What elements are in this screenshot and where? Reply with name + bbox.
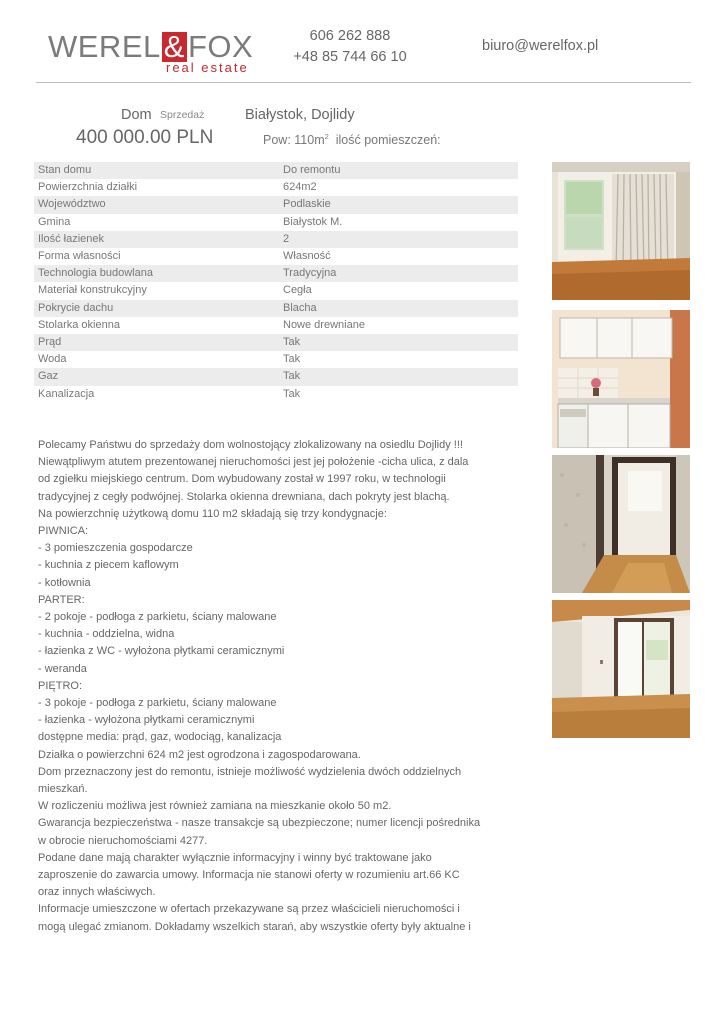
description-line: PARTER: [38, 593, 85, 606]
description-line: - weranda [38, 662, 87, 675]
property-params-table [34, 162, 518, 403]
hallway-doorway-photo[interactable] [552, 455, 690, 593]
param-row [34, 265, 518, 282]
param-row [34, 248, 518, 265]
param-value: Tak [279, 368, 518, 385]
param-value: 624m2 [283, 181, 317, 194]
phone-mobile[interactable]: 606 262 888 [309, 28, 391, 44]
param-row [34, 196, 518, 213]
description-line: Polecamy Państwu do sprzedaży dom wolnostojący zlokalizowany na osiedlu Dojlidy !!! [38, 439, 463, 451]
param-label: Gaz [34, 368, 279, 385]
description-line: - 3 pomieszczenia gospodarcze [38, 542, 193, 555]
description-line: - łazienka - wyłożona płytkami ceramicznymi [38, 714, 255, 727]
logo-wordmark: WEREL&FOX [48, 29, 254, 64]
description-line: PIĘTRO: [38, 679, 83, 692]
description-line: mieszkań. [38, 783, 88, 796]
param-label: Woda [38, 353, 67, 366]
description-line: zaproszenie do zawarcia umowy. Informacja nie stanowi oferty w rozumieniu art.66 KC [38, 869, 460, 882]
logo-tagline: real estate [166, 60, 249, 75]
description-line: PIWNICA: [38, 525, 89, 538]
description-line: - kotłownia [38, 576, 91, 589]
param-label: Kanalizacja [38, 387, 95, 400]
param-value: Tradycyjna [279, 265, 518, 282]
description-line: Działka o powierzchni 624 m2 jest ogrodzona i zagospodarowana. [38, 748, 361, 761]
description-line: W rozliczeniu możliwa jest również zamiana na mieszkanie około 50 m2. [38, 800, 392, 813]
param-row [34, 282, 518, 299]
param-value: Białystok M. [283, 215, 343, 228]
header-divider [36, 82, 691, 83]
property-price: 400 000.00 PLN [76, 127, 214, 148]
description-line: Informacje umieszczone w ofertach przekazywane są przez właścicieli nieruchomości i [38, 903, 460, 916]
param-label: Stolarka okienna [38, 318, 120, 331]
description-line: - łazienka z WC - wyłożona płytkami ceramicznymi [38, 645, 285, 658]
description-line: Gwarancja bezpieczeństwa - nasze transakcje są ubezpieczone; numer licencji pośrednika [38, 817, 481, 830]
rooms-count-label: ilość pomieszczeń: [335, 133, 441, 148]
param-value: Tak [283, 353, 301, 366]
param-value: 2 [279, 231, 518, 248]
description-line: Niewątpliwym atutem prezentowanej nieruchomości jest jej położenie -cicha ulica, z dala [38, 456, 469, 469]
param-row [34, 386, 518, 403]
param-value: Do remontu [279, 162, 518, 179]
param-row [34, 162, 518, 179]
description-line: - kuchnia - oddzielna, widna [38, 628, 175, 641]
property-type: Dom [121, 107, 152, 123]
param-label: Prąd [34, 334, 279, 351]
param-row [34, 351, 518, 368]
property-location: Białystok, Dojlidy [245, 107, 355, 123]
param-row [34, 334, 518, 351]
param-value: Własność [283, 250, 331, 263]
param-row [34, 179, 518, 196]
param-row [34, 214, 518, 231]
description-line: Na powierzchnię użytkową domu 110 m2 składają się trzy kondygnacje: [38, 507, 387, 520]
param-label: Województwo [34, 196, 279, 213]
phone-landline[interactable]: +48 85 744 66 10 [293, 49, 407, 65]
param-row [34, 231, 518, 248]
param-value: Blacha [279, 300, 518, 317]
param-label: Technologia budowlana [34, 265, 279, 282]
param-value: Nowe drewniane [283, 318, 365, 331]
param-label: Gmina [38, 215, 71, 228]
property-area: Pow: $110m^2$ ilość pomieszczeń: [263, 132, 441, 148]
property-description [38, 437, 488, 936]
param-value: Tak [279, 334, 518, 351]
description-line: oraz innych właściwych. [38, 886, 156, 899]
description-line: Dom przeznaczony jest do remontu, istnieje możliwość wydzielenia dwóch oddzielnych [38, 765, 462, 778]
param-row [34, 368, 518, 385]
description-line: dostępne media: prąd, gaz, wodociąg, kanalizacja [38, 731, 282, 744]
room-with-balcony-door-photo[interactable] [552, 600, 690, 738]
description-line: - 2 pokoje - podłoga z parkietu, ściany malowane [38, 611, 277, 624]
contact-email[interactable]: biuro@werelfox.pl [482, 38, 599, 54]
param-value: Podlaskie [279, 196, 518, 213]
description-line: od zgiełku miejskiego centrum. Dom wybudowany został w 1997 roku, w technologii [38, 473, 446, 486]
param-label: Pokrycie dachu [34, 300, 279, 317]
transaction-type: Sprzedaż [160, 109, 205, 121]
param-row [34, 317, 518, 334]
param-label: Materiał konstrukcyjny [38, 284, 147, 297]
param-value: Tak [283, 387, 301, 400]
description-line: - kuchnia z piecem kaflowym [38, 559, 179, 572]
param-label: Forma własności [38, 250, 121, 263]
kitchen-cabinets-photo[interactable] [552, 310, 690, 448]
param-label: Powierzchnia działki [38, 181, 138, 194]
param-value: Cegła [283, 284, 312, 297]
description-line: Podane dane mają charakter wyłącznie informacyjny i winny być traktowane jako [38, 851, 432, 864]
description-line: w obrocie nieruchomościami 4277. [38, 834, 208, 847]
company-logo[interactable] [48, 30, 263, 76]
param-label: Stan domu [34, 162, 279, 179]
room-with-curtains-photo[interactable] [552, 162, 690, 300]
description-line: - 3 pokoje - podłoga z parkietu, ściany malowane [38, 697, 277, 710]
param-row [34, 300, 518, 317]
phone-numbers [280, 26, 420, 68]
param-label: Ilość łazienek [34, 231, 279, 248]
description-line: tradycyjnej z cegły podwójnej. Stolarka okienna drewniana, dach pokryty jest blachą. [38, 490, 450, 503]
description-line: mogą ulegać zmianom. Dokładamy wszelkich starań, aby wszystkie oferty były aktualne i [38, 920, 471, 933]
